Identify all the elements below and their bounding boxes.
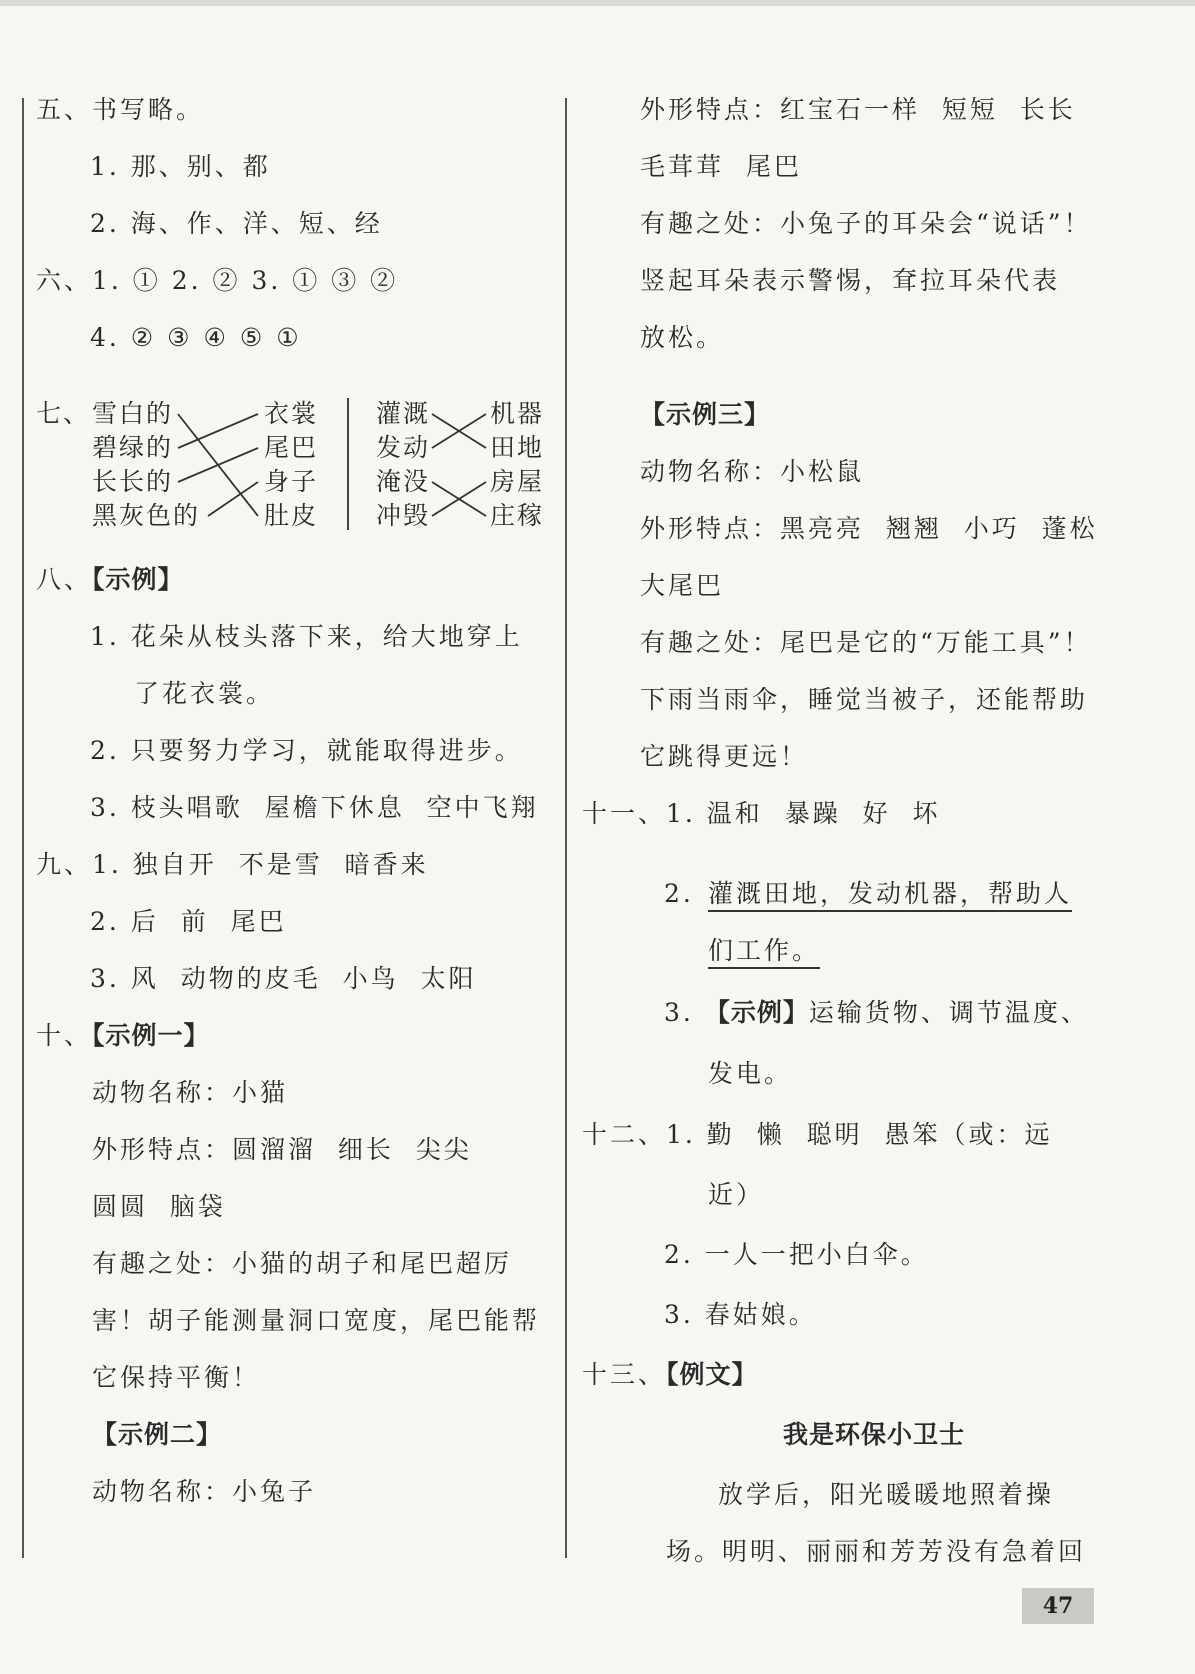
q7-right-item: 灌溉	[376, 399, 431, 428]
q7-right-target: 田地	[490, 433, 545, 462]
q10-line4: 有趣之处：小猫的胡子和尾巴超厉	[92, 1249, 513, 1278]
q9-line2: 2. 后 前 尾巴	[90, 907, 287, 936]
q7-left-item: 雪白的	[92, 399, 174, 428]
essay-title: 我是环保小卫士	[783, 1420, 966, 1449]
q12-line1b: 近）	[708, 1180, 765, 1209]
ex3-line5: 下雨当雨伞，睡觉当被子，还能帮助	[640, 685, 1089, 714]
ex2-line2: 毛茸茸 尾巴	[640, 152, 802, 181]
q7-left-item: 黑灰色的	[92, 501, 201, 530]
q7-right-item: 冲毁	[376, 501, 431, 530]
ex2-line3: 有趣之处：小兔子的耳朵会“说话”！	[640, 209, 1092, 238]
q10-line7: 动物名称：小兔子	[92, 1477, 317, 1506]
q7-left-target: 尾巴	[264, 433, 319, 462]
q10-line3: 圆圆 脑袋	[92, 1192, 226, 1221]
q7-prefix: 七、	[36, 399, 91, 428]
q8-line1b: 了花衣裳。	[134, 679, 275, 708]
q6-line1: 六、1. ① 2. ② 3. ① ③ ②	[36, 266, 399, 295]
q11-line3: 3. 【示例】运输货物、调节温度、	[664, 998, 1089, 1027]
q10-head: 十、【示例一】	[36, 1021, 210, 1050]
q12-line2: 2. 一人一把小白伞。	[664, 1240, 929, 1269]
ex2-line1: 外形特点：红宝石一样 短短 长长	[640, 95, 1076, 124]
q7-line	[208, 482, 258, 516]
q9-line1: 九、1. 独自开 不是雪 暗香来	[36, 850, 429, 879]
ex3-line3: 大尾巴	[640, 571, 725, 600]
q12-line1: 十二、1. 勤 懒 聪明 愚笨（或：远	[582, 1120, 1053, 1149]
q6-line2: 4. ② ③ ④ ⑤ ①	[90, 323, 302, 352]
q11-num2: 2.	[664, 879, 694, 908]
q12-line3: 3. 春姑娘。	[664, 1300, 817, 1329]
q11-line2b: 们工作。	[708, 934, 820, 968]
q13-head: 十三、【例文】	[582, 1360, 758, 1389]
ex3-tag: 【示例三】	[640, 400, 771, 429]
q8-head: 八、【示例】	[36, 565, 184, 594]
q11-line3b: 发电。	[708, 1059, 793, 1088]
q11-line2: 灌溉田地，发动机器，帮助人	[708, 877, 1072, 911]
q8-line1: 1. 花朵从枝头落下来，给大地穿上	[90, 622, 523, 651]
q7-right-item: 发动	[376, 433, 431, 462]
q8-line3: 3. 枝头唱歌 屋檐下休息 空中飞翔	[90, 793, 539, 822]
q5-line1: 1. 那、别、都	[90, 152, 271, 181]
ex3-line2: 外形特点：黑亮亮 翘翘 小巧 蓬松	[640, 514, 1098, 543]
q7-left-target: 肚皮	[264, 501, 319, 530]
q7-right-target: 机器	[490, 399, 545, 428]
q10-line6: 它保持平衡！	[92, 1363, 261, 1392]
q7-left-item: 碧绿的	[92, 433, 174, 462]
q10-line1: 动物名称：小猫	[92, 1078, 289, 1107]
q10-line2: 外形特点：圆溜溜 细长 尖尖	[92, 1135, 472, 1164]
ex3-line1: 动物名称：小松鼠	[640, 457, 865, 486]
q7-left-item: 长长的	[92, 467, 174, 496]
q10-example2-tag: 【示例二】	[92, 1420, 223, 1449]
q8-line2: 2. 只要努力学习，就能取得进步。	[90, 736, 523, 765]
page-number: 47	[1022, 1588, 1094, 1624]
essay-line1: 放学后，阳光暖暖地照着操	[718, 1480, 1055, 1509]
q7-left-target: 衣裳	[264, 399, 319, 428]
essay-line2: 场。明明、丽丽和芳芳没有急着回	[666, 1537, 1087, 1566]
ex2-line5: 放松。	[640, 323, 725, 352]
q7-right-target: 房屋	[490, 467, 545, 496]
q10-line5: 害！胡子能测量洞口宽度，尾巴能帮	[92, 1306, 541, 1335]
q7-right-item: 淹没	[376, 467, 431, 496]
q5-line2: 2. 海、作、洋、短、经	[90, 209, 383, 238]
q9-line3: 3. 风 动物的皮毛 小鸟 太阳	[90, 964, 477, 993]
ex2-line4: 竖起耳朵表示警惕，耷拉耳朵代表	[640, 266, 1061, 295]
q7-left-target: 身子	[264, 467, 319, 496]
q7-right-target: 庄稼	[490, 501, 545, 530]
q7-line	[178, 414, 258, 448]
q7-line	[178, 448, 258, 482]
ex3-line4: 有趣之处：尾巴是它的“万能工具”！	[640, 628, 1092, 657]
q11-line1: 十一、1. 温和 暴躁 好 坏	[582, 799, 941, 828]
ex3-line6: 它跳得更远！	[640, 742, 809, 771]
q5-head: 五、书写略。	[36, 95, 205, 124]
